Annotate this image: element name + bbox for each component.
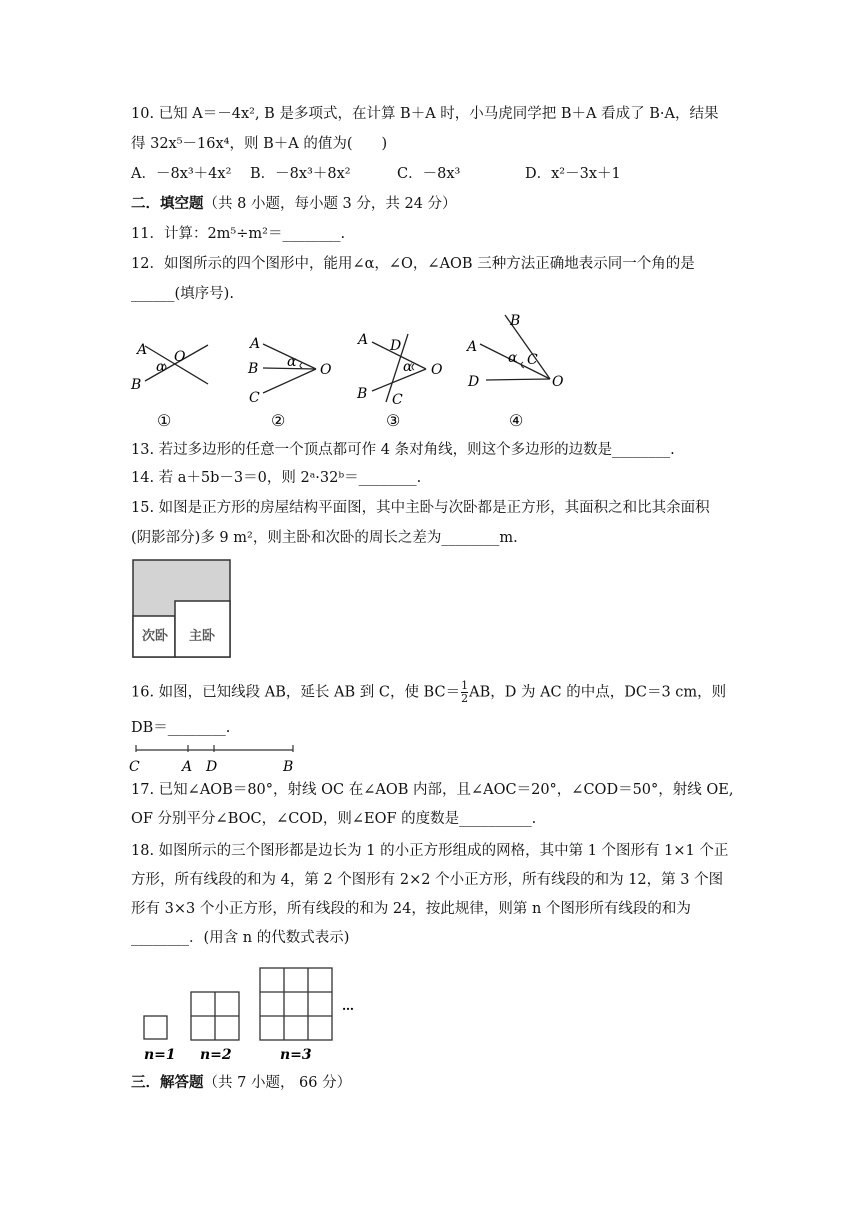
svg-text:C: C <box>129 759 140 774</box>
section2-heading <box>131 194 457 214</box>
q16-fraction <box>461 680 468 705</box>
q18-line4: ________．(用含 n 的代数式表示) <box>131 930 350 946</box>
svg-text:A: A <box>467 339 478 355</box>
svg-text:O: O <box>552 374 564 390</box>
q15-line2: (阴影部分)多 9 m²，则主卧和次卧的周长之差为________m. <box>131 530 518 546</box>
q10-option-a: A．－8x³＋4x² <box>131 166 232 182</box>
svg-text:D: D <box>390 338 402 354</box>
angle-figure-2 <box>247 336 332 430</box>
q16-segment-figure <box>124 740 304 774</box>
grid-label-1: n=1 <box>144 1047 176 1063</box>
svg-text:O: O <box>174 349 186 365</box>
grid-label-2: n=2 <box>200 1047 232 1063</box>
section2-detail: （共 8 小题，每小题 3 分，共 24 分） <box>203 196 457 212</box>
svg-text:B: B <box>510 313 521 329</box>
svg-text:D: D <box>206 759 218 774</box>
q18-line2: 方形，所有线段的和为 4，第 2 个图形有 2×2 个小正方形，所有线段的和为 12，第 3 个图 <box>131 872 724 888</box>
q11-text: 11．计算：2m⁵÷m²＝________. <box>131 226 346 242</box>
q10-option-c: C．－8x³ <box>397 166 461 182</box>
q13-text: 13. 若过多边形的任意一个顶点都可作 4 条对角线，则这个多边形的边数是________. <box>131 442 675 458</box>
q16-text-after: AB，D 为 AC 的中点，DC＝3 cm，则 <box>469 684 727 701</box>
angle-figure-1 <box>130 342 208 430</box>
section3-heading <box>131 1073 351 1093</box>
angle-figure-3 <box>356 332 443 430</box>
svg-text:B: B <box>283 759 294 774</box>
grid-1x1 <box>144 1016 167 1039</box>
svg-text:α: α <box>156 359 166 375</box>
continuation-ellipsis: … <box>342 999 354 1013</box>
q18-grid-figures <box>130 960 370 1066</box>
svg-text:B: B <box>131 377 142 393</box>
svg-text:C: C <box>392 392 403 408</box>
figure-number-1: ① <box>157 411 172 430</box>
svg-text:α: α <box>287 354 297 370</box>
svg-text:D: D <box>468 374 480 390</box>
svg-text:B: B <box>248 361 259 377</box>
svg-text:α: α <box>508 350 518 366</box>
q16-line1 <box>131 680 726 705</box>
figure-number-2: ② <box>271 411 286 430</box>
q10-option-d: D．x²－3x＋1 <box>525 166 621 182</box>
grid-label-3: n=3 <box>280 1047 312 1063</box>
q12-angle-figures <box>120 310 580 434</box>
q10-line1: 10. 已知 A＝－4x², B 是多项式，在计算 B＋A 时，小马虎同学把 B＋A 看成了 B·A，结果 <box>131 106 719 122</box>
master-bedroom-label: 主卧 <box>189 629 216 644</box>
q16-line2: DB＝________. <box>131 720 231 736</box>
q10-line2: 得 32x⁵－16x⁴，则 B＋A 的值为( ) <box>131 136 388 152</box>
svg-text:O: O <box>320 362 332 378</box>
figure-number-4: ④ <box>509 411 524 430</box>
fraction-numerator: 1 <box>461 679 469 692</box>
q15-line1: 15. 如图是正方形的房屋结构平面图，其中主卧与次卧都是正方形，其面积之和比其余面积 <box>131 500 710 516</box>
section3-title: 三．解答题 <box>131 1074 204 1091</box>
grid-3x3 <box>260 968 332 1040</box>
svg-text:C: C <box>527 352 538 368</box>
svg-text:A: A <box>250 336 261 352</box>
svg-text:A: A <box>137 342 148 358</box>
q15-floor-plan <box>132 559 234 661</box>
fraction-denominator: 2 <box>461 692 469 705</box>
svg-text:α: α <box>403 359 413 375</box>
small-bedroom-label: 次卧 <box>142 629 169 644</box>
q12-line2: ______(填序号). <box>131 286 234 302</box>
angle-figure-4 <box>465 313 564 430</box>
svg-text:C: C <box>249 390 260 406</box>
q17-line2: OF 分别平分∠BOC，∠COD，则∠EOF 的度数是__________. <box>131 811 537 827</box>
grid-2x2 <box>191 992 239 1040</box>
figure-number-3: ③ <box>386 411 401 430</box>
section2-title: 二．填空题 <box>131 195 204 212</box>
section3-detail: （共 7 小题， 66 分） <box>203 1075 352 1091</box>
q12-line1: 12．如图所示的四个图形中，能用∠α，∠O，∠AOB 三种方法正确地表示同一个角的是 <box>131 256 695 272</box>
svg-text:A: A <box>182 759 193 774</box>
q18-line1: 18. 如图所示的三个图形都是边长为 1 的小正方形组成的网格，其中第 1 个图形有 1×1 个正 <box>131 843 729 859</box>
q14-text: 14. 若 a＋5b－3＝0，则 2ᵃ·32ᵇ＝________. <box>131 470 422 486</box>
q18-line3: 形有 3×3 个小正方形，所有线段的和为 24，按此规律，则第 n 个图形所有线段的和为 <box>131 901 691 917</box>
svg-text:O: O <box>431 362 443 378</box>
svg-text:B: B <box>357 386 368 402</box>
q10-option-b: B．－8x³＋8x² <box>250 166 351 182</box>
q17-line1: 17. 已知∠AOB＝80°，射线 OC 在∠AOB 内部，且∠AOC＝20°，∠COD＝50°，射线 OE, <box>131 782 734 798</box>
svg-text:A: A <box>358 332 369 348</box>
q16-text-before: 16. 如图，已知线段 AB，延长 AB 到 C，使 BC＝ <box>131 684 461 701</box>
